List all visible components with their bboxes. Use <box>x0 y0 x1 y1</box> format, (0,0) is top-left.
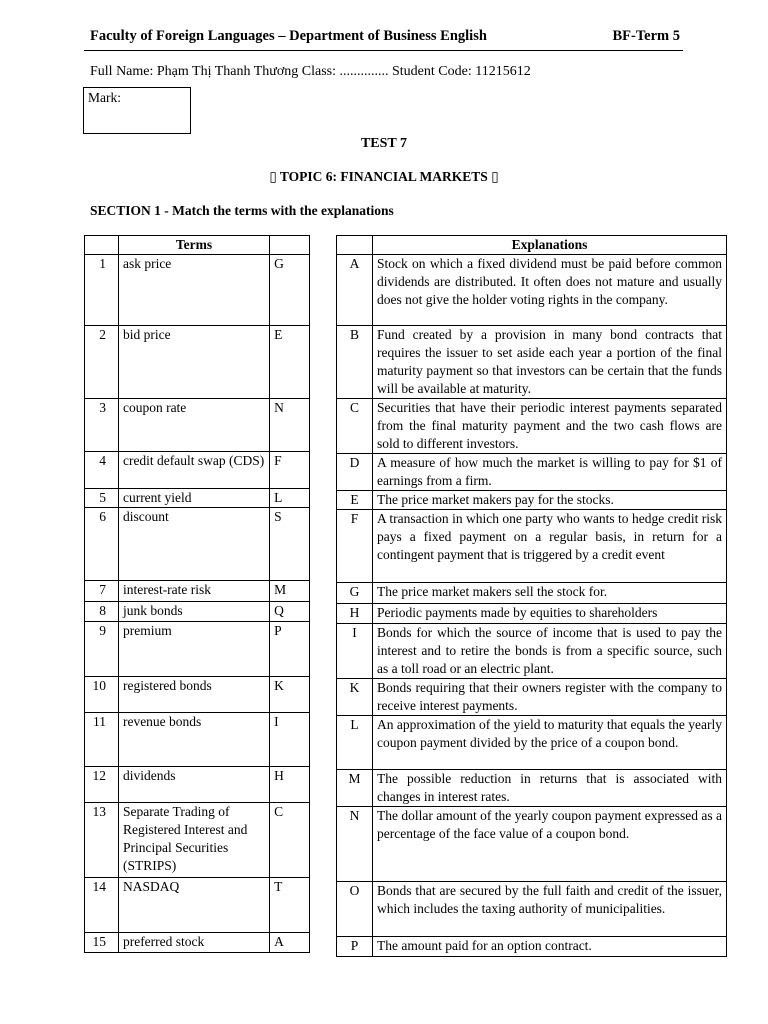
table-row <box>85 622 310 677</box>
explanation-text: Bonds for which the source of income that is used to pay the interest and to retire the bonds is from a specific source, such as a toll road or an electric plant. <box>373 624 727 679</box>
table-row <box>85 602 310 622</box>
term-answer: M <box>270 581 310 602</box>
explanation-letter: G <box>337 583 373 604</box>
explanation-text: Securities that have their periodic interest payments separated from the final maturity payment and the two cash flows are sold to different investors. <box>373 399 727 454</box>
explanation-letter: I <box>337 624 373 679</box>
term-number: 8 <box>85 602 119 622</box>
student-info-line: Full Name: Phạm Thị Thanh Thương Class: .............. Student Code: 11215612 <box>90 64 531 79</box>
term-number: 11 <box>85 713 119 767</box>
term-number: 6 <box>85 508 119 581</box>
table-row <box>337 583 727 604</box>
explanation-text: Fund created by a provision in many bond contracts that requires the issuer to set aside each year a portion of the final maturity payment so that investors can be certain that the funds will be available at maturity. <box>373 326 727 399</box>
table-row <box>85 326 310 399</box>
term-name: current yield <box>118 489 269 508</box>
topic-heading: ▯ TOPIC 6: FINANCIAL MARKETS ▯ <box>269 169 499 184</box>
term-answer: P <box>270 622 310 677</box>
term-answer: A <box>270 933 310 953</box>
explanation-letter: E <box>337 491 373 510</box>
table-row <box>337 937 727 957</box>
explanation-text: An approximation of the yield to maturity that equals the yearly coupon payment divided by the price of a coupon bond. <box>373 716 727 770</box>
table-row <box>337 679 727 716</box>
term-answer: F <box>270 452 310 489</box>
term-answer: I <box>270 713 310 767</box>
explanation-text: Bonds that are secured by the full faith and credit of the issuer, which includes the taxing authority of municipalities. <box>373 882 727 937</box>
term-number: 2 <box>85 326 119 399</box>
explanation-letter: D <box>337 454 373 491</box>
term-name: NASDAQ <box>118 878 269 933</box>
page-header <box>90 28 680 45</box>
mark-box <box>83 87 191 134</box>
term-name: interest-rate risk <box>118 581 269 602</box>
term-number: 15 <box>85 933 119 953</box>
explanation-text: The amount paid for an option contract. <box>373 937 727 957</box>
table-row <box>337 326 727 399</box>
table-row <box>85 713 310 767</box>
table-row <box>85 255 310 326</box>
explanation-text: Stock on which a fixed dividend must be paid before common dividends are distributed. It often does not mature and usually does not give the holder voting rights in the company. <box>373 255 727 326</box>
term-name: discount <box>118 508 269 581</box>
term-answer: G <box>270 255 310 326</box>
term-number: 10 <box>85 677 119 713</box>
term-number: 12 <box>85 767 119 803</box>
table-row <box>337 716 727 770</box>
table-row <box>85 452 310 489</box>
table-row <box>85 677 310 713</box>
table-row <box>85 399 310 452</box>
term-answer: L <box>270 489 310 508</box>
table-row <box>337 454 727 491</box>
explanation-letter: P <box>337 937 373 957</box>
table-row <box>85 489 310 508</box>
table-row <box>337 604 727 624</box>
terms-num-header <box>85 236 119 255</box>
table-row <box>337 491 727 510</box>
term-name: Separate Trading of Registered Interest and Principal Securities (STRIPS) <box>118 803 269 878</box>
test-title: TEST 7 <box>360 136 408 151</box>
table-row <box>85 933 310 953</box>
term-number: 3 <box>85 399 119 452</box>
term-answer: Q <box>270 602 310 622</box>
explanation-letter: M <box>337 770 373 807</box>
explanation-letter: C <box>337 399 373 454</box>
term-name: junk bonds <box>118 602 269 622</box>
explanation-text: The price market makers pay for the stocks. <box>373 491 727 510</box>
term-answer: T <box>270 878 310 933</box>
explanations-header: Explanations <box>373 236 727 255</box>
term-name: coupon rate <box>118 399 269 452</box>
term-name: ask price <box>118 255 269 326</box>
term-number: 14 <box>85 878 119 933</box>
explanation-letter: O <box>337 882 373 937</box>
explanation-letter: L <box>337 716 373 770</box>
section-heading: SECTION 1 - Match the terms with the explanations <box>90 203 394 218</box>
table-row <box>85 878 310 933</box>
term-name: dividends <box>118 767 269 803</box>
explanation-text: Periodic payments made by equities to shareholders <box>373 604 727 624</box>
explanation-text: A transaction in which one party who wants to hedge credit risk pays a fixed payment on a regular basis, in return for a contingent payment that is triggered by a credit event <box>373 510 727 583</box>
explanation-text: A measure of how much the market is willing to pay for $1 of earnings from a firm. <box>373 454 727 491</box>
term-answer: H <box>270 767 310 803</box>
table-row <box>337 624 727 679</box>
letter-header <box>337 236 373 255</box>
terms-header: Terms <box>118 236 269 255</box>
explanation-letter: H <box>337 604 373 624</box>
table-row <box>337 399 727 454</box>
term-number: 7 <box>85 581 119 602</box>
explanation-text: The price market makers sell the stock for. <box>373 583 727 604</box>
answer-header <box>270 236 310 255</box>
header-divider <box>84 50 683 51</box>
terms-table <box>84 235 310 953</box>
explanation-letter: K <box>337 679 373 716</box>
explanation-text: The dollar amount of the yearly coupon payment expressed as a percentage of the face value of a coupon bond. <box>373 807 727 882</box>
explanation-letter: F <box>337 510 373 583</box>
table-row <box>337 807 727 882</box>
term-name: premium <box>118 622 269 677</box>
term-answer: N <box>270 399 310 452</box>
table-row <box>85 581 310 602</box>
header-department: Faculty of Foreign Languages – Department of Business English <box>90 28 487 44</box>
explanations-table <box>336 235 727 957</box>
term-number: 13 <box>85 803 119 878</box>
term-answer: C <box>270 803 310 878</box>
term-answer: K <box>270 677 310 713</box>
term-answer: S <box>270 508 310 581</box>
explanation-letter: B <box>337 326 373 399</box>
term-name: revenue bonds <box>118 713 269 767</box>
explanation-text: Bonds requiring that their owners register with the company to receive interest payments. <box>373 679 727 716</box>
table-row <box>337 510 727 583</box>
header-term: BF-Term 5 <box>612 28 680 44</box>
term-name: bid price <box>118 326 269 399</box>
explanation-letter: N <box>337 807 373 882</box>
term-name: credit default swap (CDS) <box>118 452 269 489</box>
table-row <box>85 508 310 581</box>
term-name: preferred stock <box>118 933 269 953</box>
mark-label: Mark: <box>88 90 121 105</box>
term-number: 5 <box>85 489 119 508</box>
terms-header-row <box>85 236 310 255</box>
term-answer: E <box>270 326 310 399</box>
explanation-letter: A <box>337 255 373 326</box>
table-row <box>337 882 727 937</box>
table-row <box>337 255 727 326</box>
term-number: 4 <box>85 452 119 489</box>
table-row <box>85 767 310 803</box>
explanation-text: The possible reduction in returns that is associated with changes in interest rates. <box>373 770 727 807</box>
table-row <box>85 803 310 878</box>
table-row <box>337 770 727 807</box>
term-number: 1 <box>85 255 119 326</box>
term-name: registered bonds <box>118 677 269 713</box>
term-number: 9 <box>85 622 119 677</box>
explanations-header-row <box>337 236 727 255</box>
